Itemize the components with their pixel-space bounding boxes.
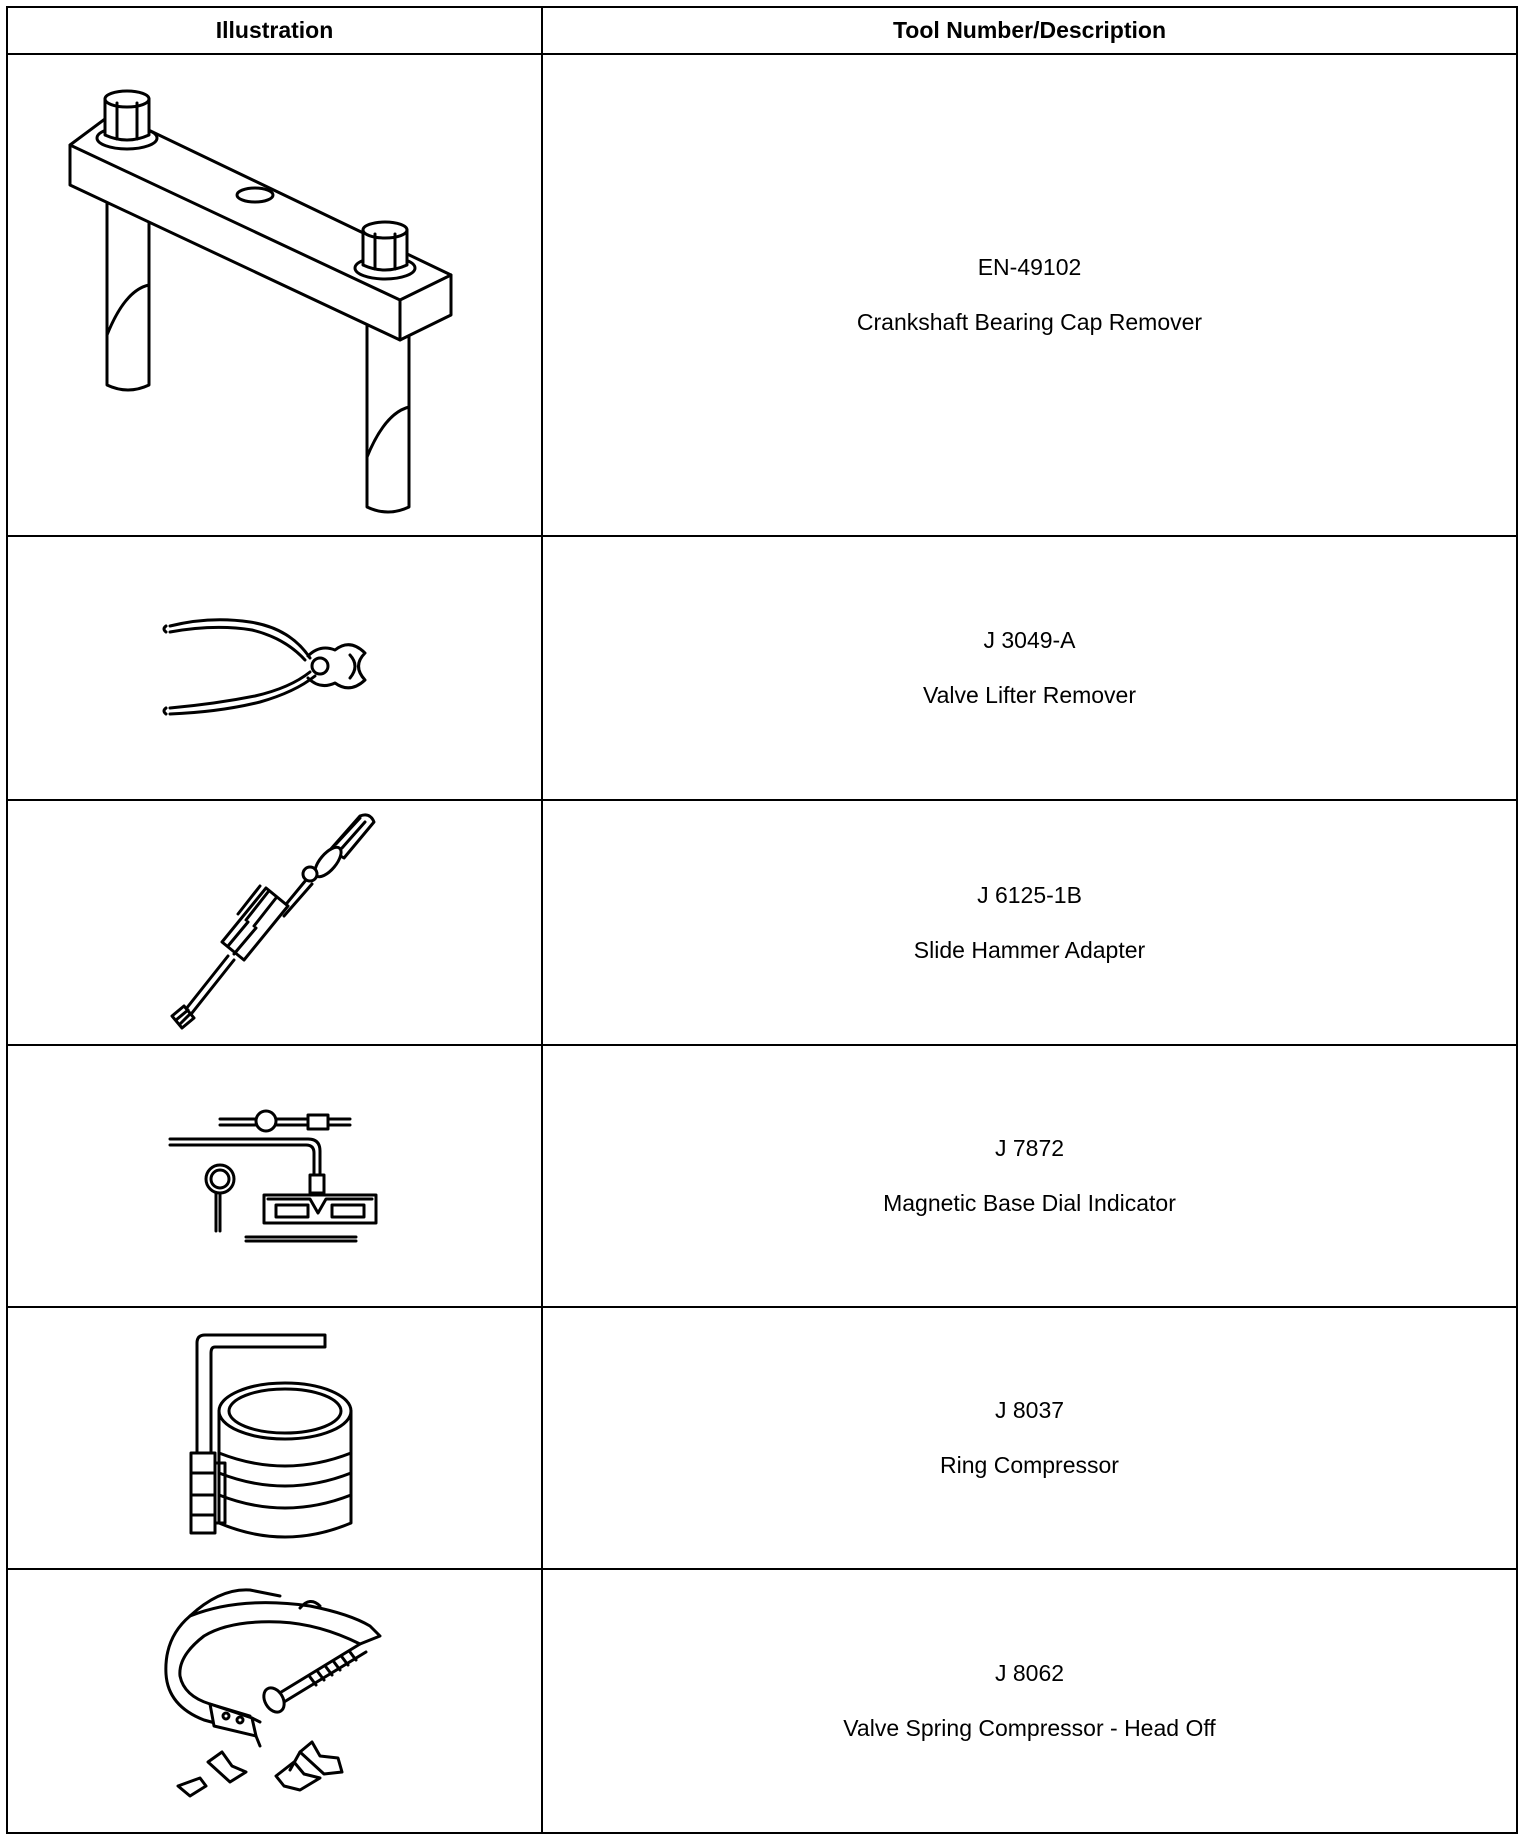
special-tools-table [6,6,1518,1834]
tool-name: Valve Spring Compressor - Head Off [843,1715,1216,1741]
illustration-cell [7,536,542,800]
tool-name: Valve Lifter Remover [922,682,1137,708]
illustration-cell [7,54,542,536]
tool-description-cell [542,536,1517,800]
illustration-cell [7,1569,542,1833]
tool-description-cell [542,800,1517,1045]
tool-name: Magnetic Base Dial Indicator [883,1190,1176,1216]
tool-name: Ring Compressor [940,1452,1119,1478]
header-illustration: Illustration [7,7,542,54]
valve-spring-compressor-icon [160,1586,390,1816]
tool-description-cell [542,54,1517,536]
tool-number: J 8037 [994,1397,1065,1423]
tool-number: J 8062 [994,1660,1065,1686]
table-row [7,536,1517,800]
tool-name: Crankshaft Bearing Cap Remover [856,309,1203,335]
tool-description-cell [542,1569,1517,1833]
magnetic-base-dial-indicator-icon [160,1101,390,1251]
slide-hammer-adapter-icon [160,808,390,1038]
illustration-cell [7,800,542,1045]
tool-number: J 6125-1B [977,881,1082,908]
table-row [7,1045,1517,1307]
tool-description-cell [542,1045,1517,1307]
table-row [7,1569,1517,1833]
crankshaft-bearing-cap-remover-icon [65,75,485,515]
tool-description-cell [542,1307,1517,1569]
tool-number: J 7872 [994,1135,1065,1161]
table-row [7,800,1517,1045]
table-row [7,54,1517,536]
table-row [7,1307,1517,1569]
tool-number: EN-49102 [977,254,1082,280]
illustration-cell [7,1045,542,1307]
valve-lifter-remover-icon [160,608,390,728]
header-row [7,7,1517,54]
illustration-cell [7,1307,542,1569]
ring-compressor-icon [175,1323,375,1553]
tool-name: Slide Hammer Adapter [913,936,1146,963]
header-tool-description: Tool Number/Description [542,7,1517,54]
tool-number: J 3049-A [983,627,1076,653]
